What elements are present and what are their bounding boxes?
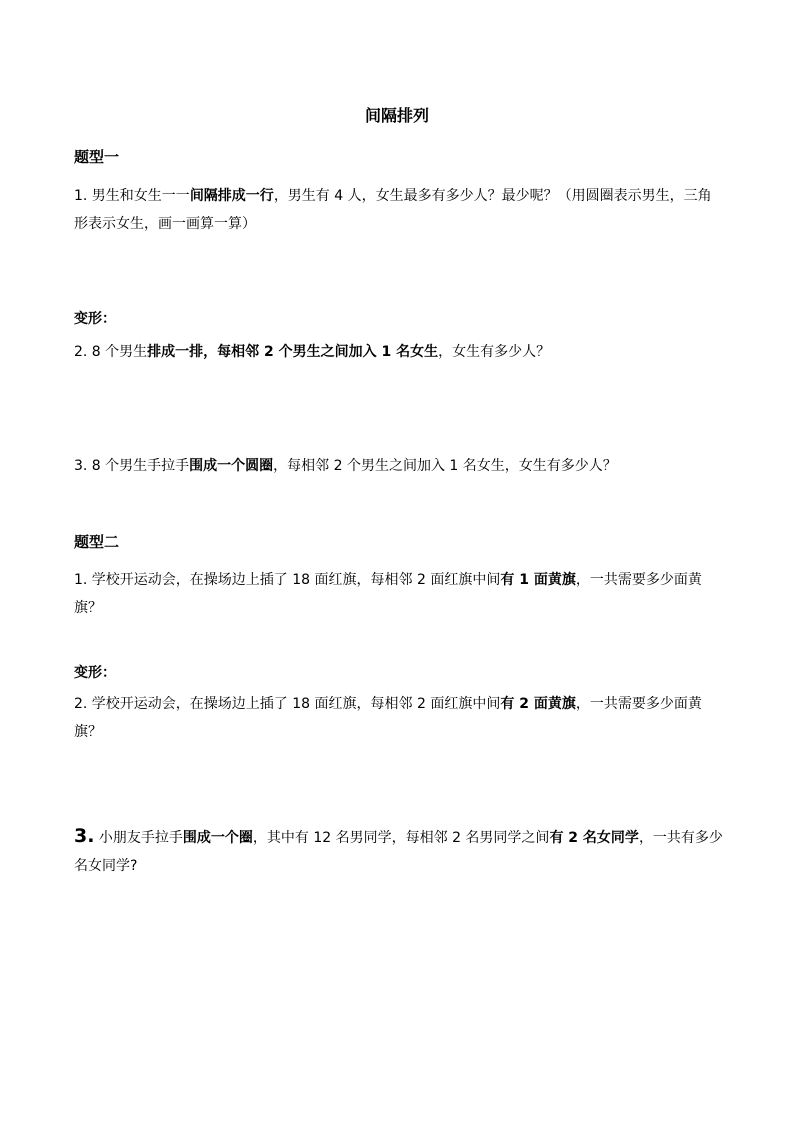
section2-question-2 [74, 690, 724, 746]
question-emphasis: 排成一排，每相邻 2 个男生之间加入 1 名女生 [147, 344, 439, 360]
section1-question-2 [74, 338, 724, 366]
question-emphasis: 围成一个圆圈 [189, 458, 274, 474]
question-text: ，一共需要多少面黄旗？ [74, 572, 702, 616]
section1-heading: 题型一 [74, 148, 120, 166]
question-emphasis: 围成一个圈 [182, 830, 253, 846]
question-emphasis: 间隔排成一行 [189, 188, 274, 204]
section1-question-3 [74, 452, 724, 480]
section2-question-1 [74, 566, 724, 622]
question-text: 1. 男生和女生一一 [74, 188, 190, 204]
question-text: ，一共需要多少面黄旗？ [74, 696, 702, 740]
section2-question-3 [74, 822, 724, 880]
question-text: ，女生有多少人？ [438, 344, 551, 360]
section1-variant-label: 变形： [74, 311, 116, 327]
question-text: 1. 学校开运动会，在操场边上插了 18 面红旗，每相邻 2 面红旗中间 [74, 572, 501, 588]
question-text: 2. 8 个男生 [74, 344, 148, 360]
question-text: 3. 8 个男生手拉手 [74, 458, 190, 474]
question-text: ，其中有 12 名男同学，每相邻 2 名男同学之间 [252, 830, 550, 846]
section1-question-1 [74, 182, 724, 238]
question-emphasis: 有 2 面黄旗 [500, 696, 576, 712]
section2-variant-label: 变形： [74, 665, 116, 681]
question-emphasis: 有 1 面黄旗 [500, 572, 576, 588]
question-text: 2. 学校开运动会，在操场边上插了 18 面红旗，每相邻 2 面红旗中间 [74, 696, 501, 712]
question-text: 小朋友手拉手 [94, 830, 183, 846]
question-text: ，一共有多少名女同学? [74, 830, 723, 874]
page-title: 间隔排列 [364, 106, 429, 125]
question-text: ，男生有 4 人，女生最多有多少人？最少呢？（用圆圈表示男生，三角形表示女生，画一画算一算） [74, 188, 712, 232]
question-number: 3. [74, 825, 95, 847]
question-emphasis: 有 2 名女同学 [549, 830, 639, 846]
question-text: ，每相邻 2 个男生之间加入 1 名女生，女生有多少人？ [273, 458, 617, 474]
section2-heading: 题型二 [74, 533, 120, 551]
